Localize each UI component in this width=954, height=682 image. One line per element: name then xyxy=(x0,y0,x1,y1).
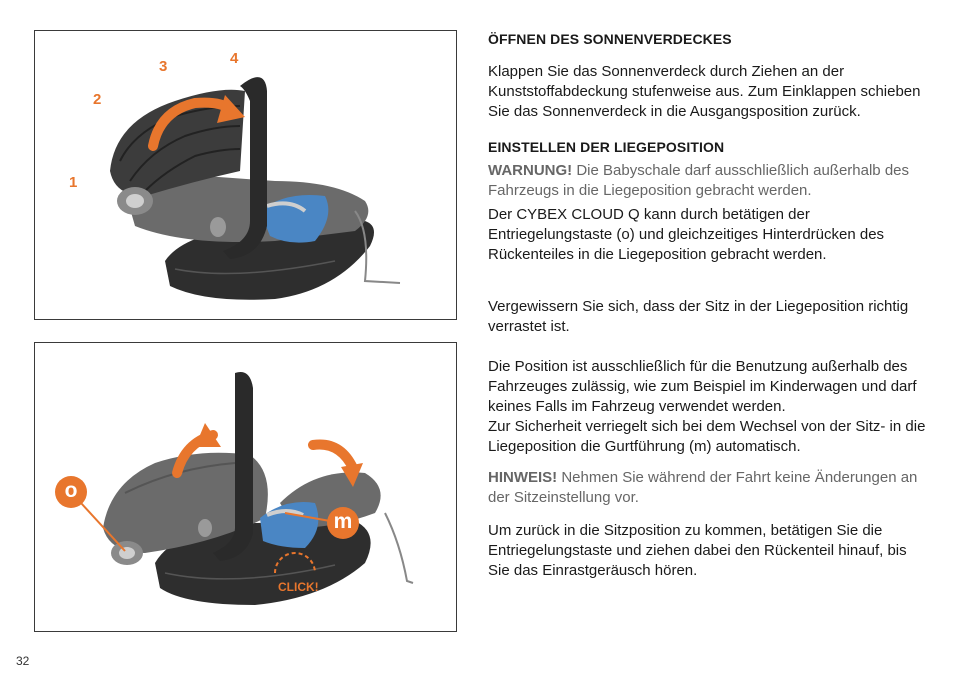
instructions-column xyxy=(488,26,928,581)
note-label: HINWEIS! xyxy=(488,469,558,486)
release-button-callout: o xyxy=(55,476,87,508)
belt-guide-callout: m xyxy=(327,507,359,539)
click-label: CLICK! xyxy=(278,580,319,594)
warning-label: WARNUNG! xyxy=(488,162,573,179)
step-label-3: 3 xyxy=(159,58,168,75)
car-seat-recline-drawing xyxy=(35,343,456,631)
canopy-heading: ÖFFNEN DES SONNENVERDECKES xyxy=(488,31,732,47)
recline-text: Der CYBEX CLOUD Q kann durch betätigen der Entriegelungstaste (o) und gleichzeitiges Hinterdrücken des Rückenteiles in die Liegeposition gebracht werden. xyxy=(488,206,885,263)
safety-text: Zur Sicherheit verriegelt sich bei dem Wechsel von der Sitz- in die Liegeposition die Gurtführung (m) automatisch. xyxy=(488,418,926,455)
position-text: Die Position ist ausschließlich für die Benutzung außerhalb des Fahrzeuges zulässig, wie zum Beispiel im Kinderwagen und darf keines Falls im Fahrzeug verwendet werden. xyxy=(488,358,917,415)
return-text: Um zurück in die Sitzposition zu kommen, betätigen Sie die Entriegelungstaste und ziehen dabei den Rückenteil hinauf, bis Sie das Einrastgeräusch hören. xyxy=(488,522,907,579)
step-label-2: 2 xyxy=(93,91,102,108)
car-seat-canopy-drawing xyxy=(35,31,456,319)
recline-illustration xyxy=(34,342,457,632)
note-text: Nehmen Sie während der Fahrt keine Änderungen an der Sitzeinstellung vor. xyxy=(488,469,918,506)
warning-text: Die Babyschale darf ausschließlich außerhalb des Fahrzeugs in die Liegeposition gebracht werden. xyxy=(488,162,909,199)
step-label-1: 1 xyxy=(69,174,78,191)
recline-heading: EINSTELLEN DER LIEGEPOSITION xyxy=(488,139,725,155)
page-number: 32 xyxy=(16,654,30,668)
canopy-text: Klappen Sie das Sonnenverdeck durch Ziehen an der Kunststoffabdeckung stufenweise aus. Zum Einklappen schieben Sie das Sonnenverdeck in die Ausgangsposition zurück. xyxy=(488,63,921,120)
locked-text: Vergewissern Sie sich, dass der Sitz in der Liegeposition richtig verrastet ist. xyxy=(488,298,909,335)
note-paragraph xyxy=(488,468,928,508)
canopy-illustration xyxy=(34,30,457,320)
warning-paragraph xyxy=(488,161,928,201)
step-label-4: 4 xyxy=(230,50,239,67)
